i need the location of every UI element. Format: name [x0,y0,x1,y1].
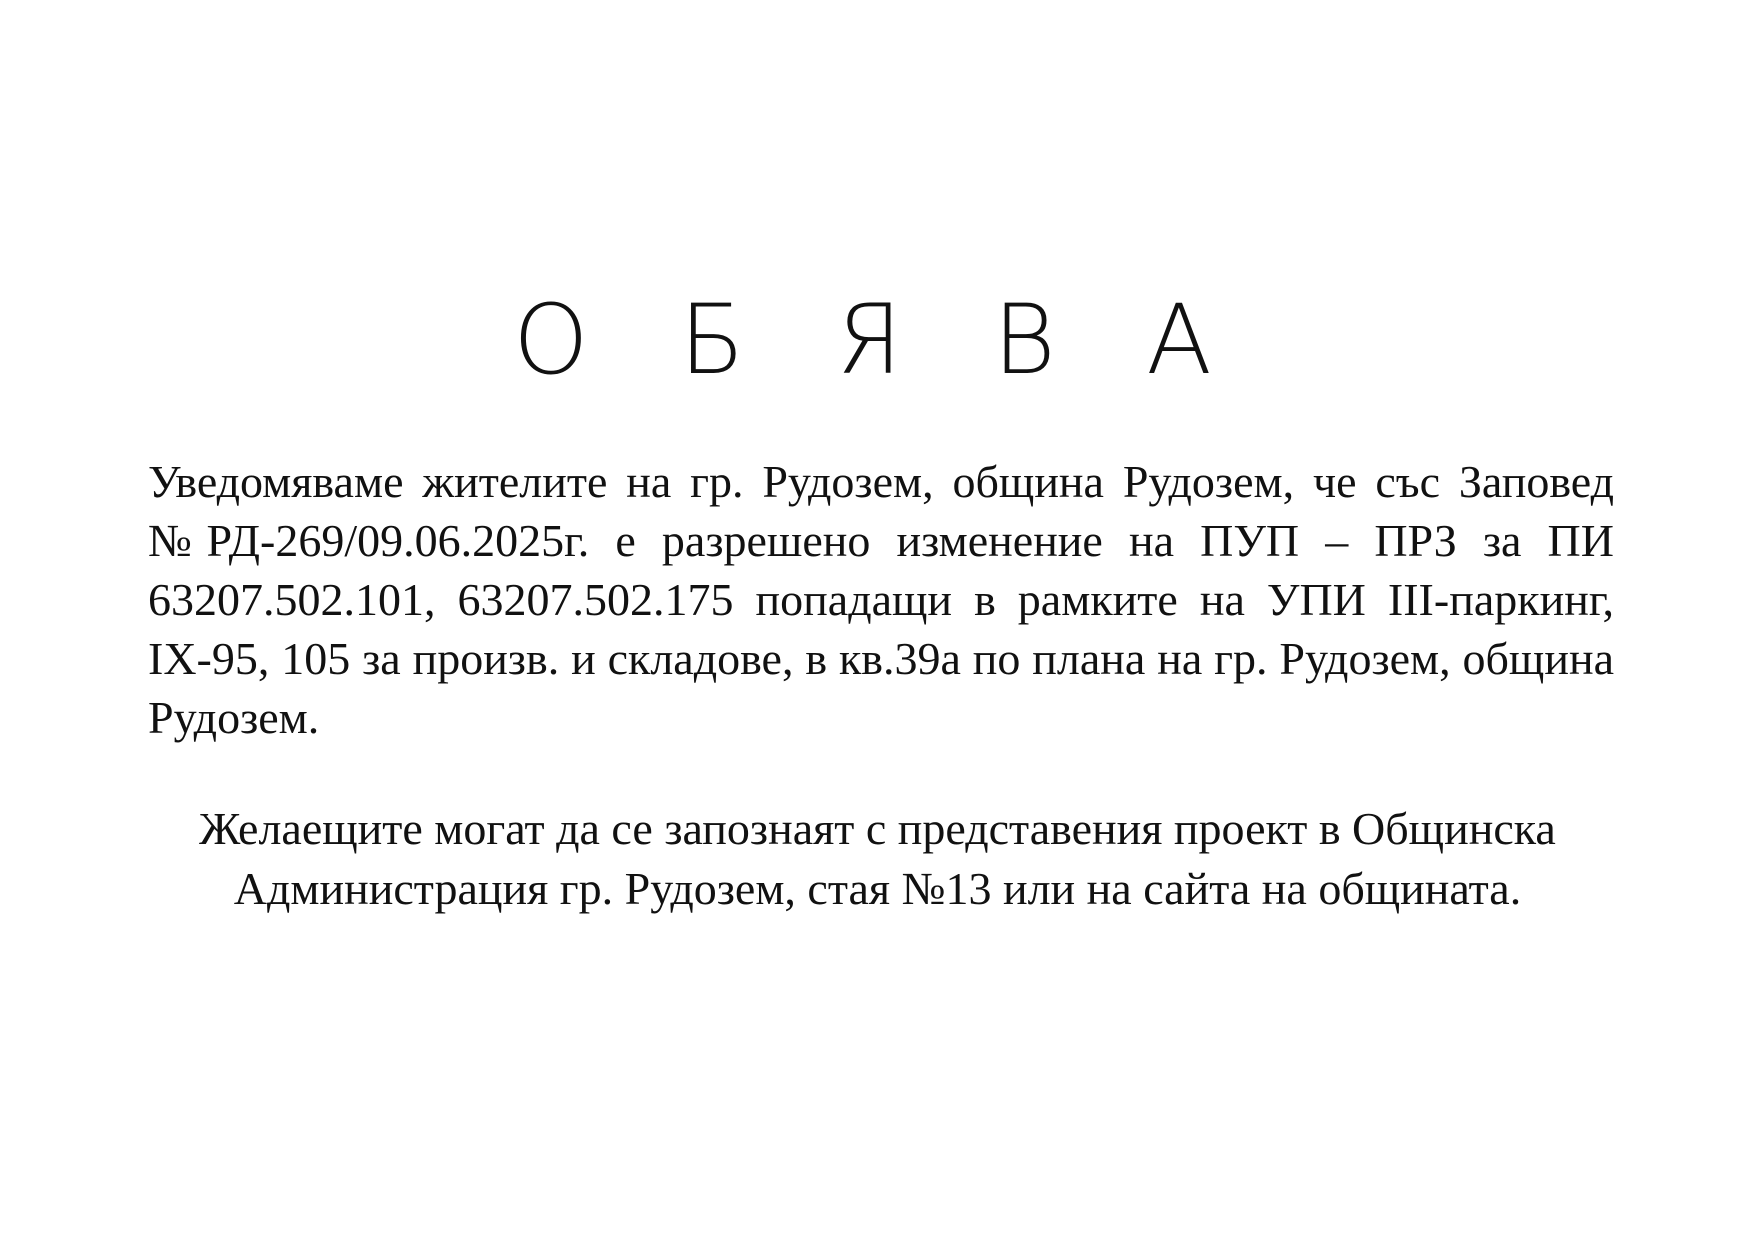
document-title: О Б Я В А [513,284,1242,396]
notice-paragraph: Уведомяваме жителите на гр. Рудозем, община Рудозем, че със Заповед №РД-269/09.06.2025г. е разрешено изменение на ПУП – ПРЗ за ПИ 63207.502.101, 63207.502.175 попадащи в рамките на УПИ III-паркинг, IX-95, 105 за произв. и складове, в кв.39а по плана на гр. Рудозем, община Рудозем. [148,456,1614,743]
invitation-paragraph: Желаещите могат да се запознаят с представения проект в Общинска Администрация гр. Рудозем, стая №13 или на сайта на общината. [199,803,1556,914]
